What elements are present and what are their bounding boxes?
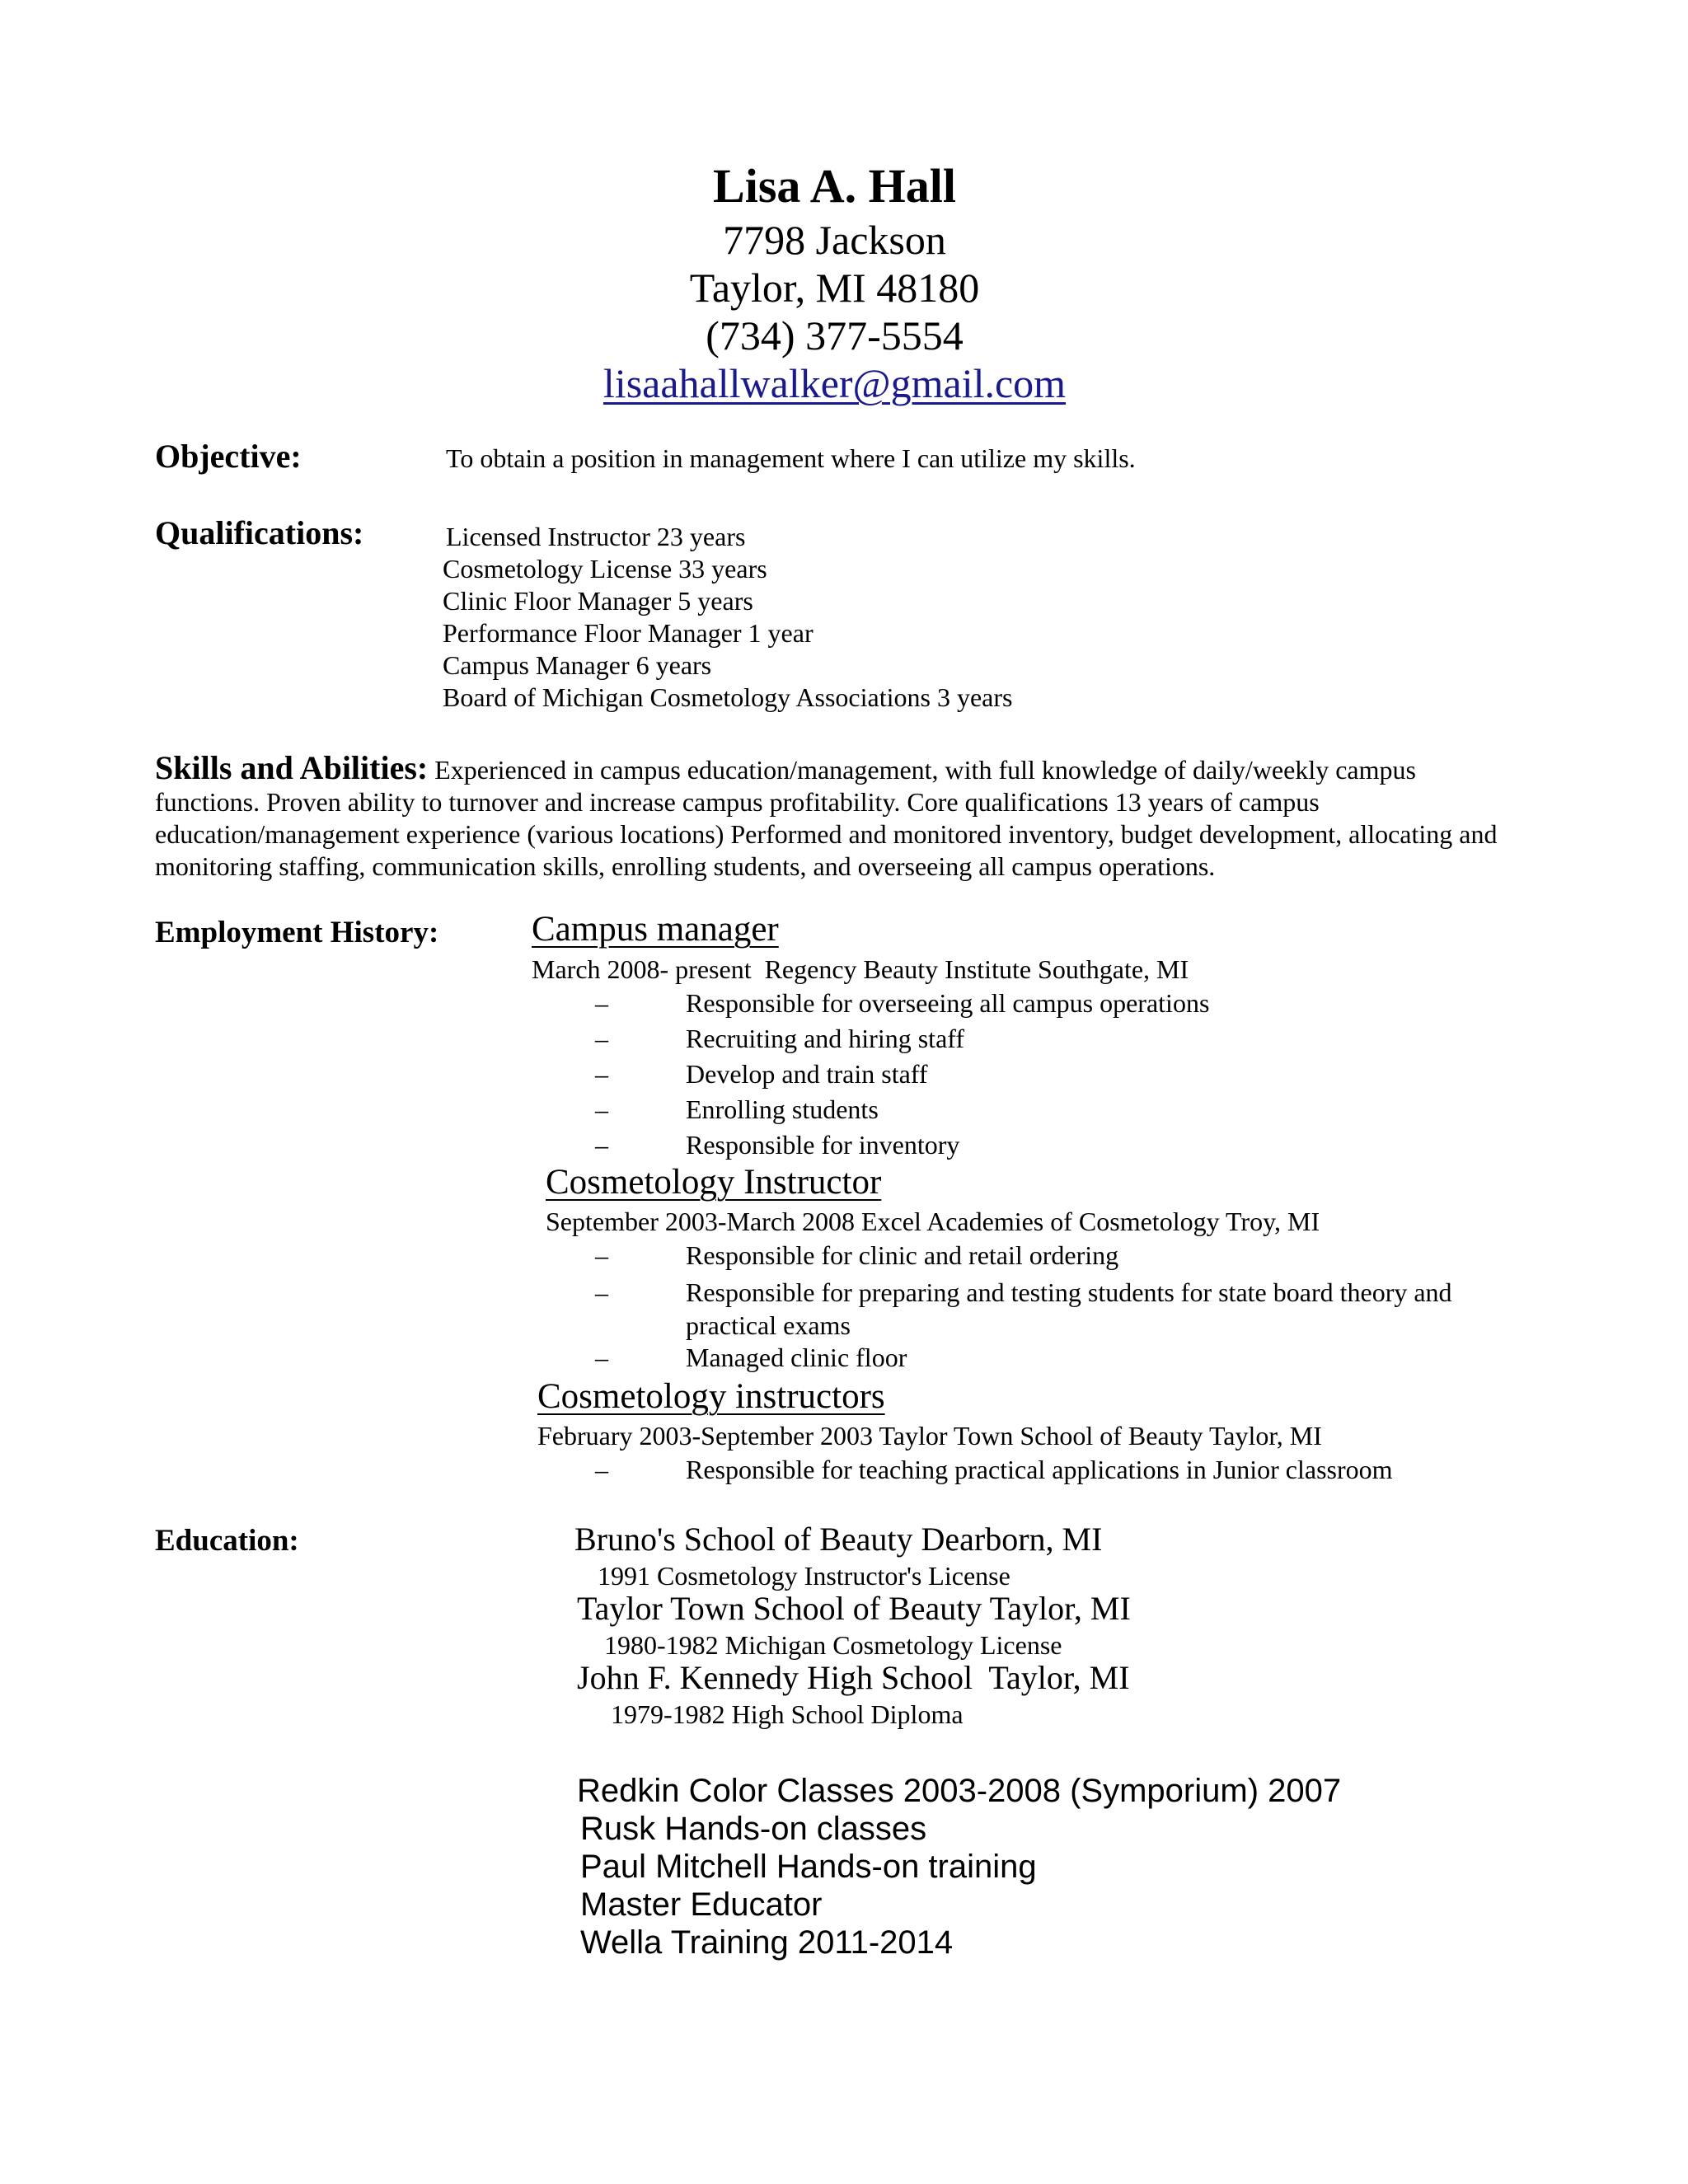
dash-bullet: –	[595, 1130, 608, 1160]
address-city: Taylor, MI 48180	[689, 265, 980, 311]
qualification-item: Licensed Instructor 23 years	[446, 522, 746, 551]
duty-text: Responsible for teaching practical applications in Junior classroom	[686, 1455, 1393, 1484]
duty-item	[595, 1021, 1209, 1057]
qualifications-label: Qualifications:	[155, 514, 364, 551]
job-duties	[595, 1452, 1393, 1488]
duty-item	[595, 1238, 1510, 1273]
education-label: Education:	[155, 1524, 299, 1558]
job-dates-place: March 2008- present Regency Beauty Institute Southgate, MI	[532, 954, 1189, 984]
qualification-item: Campus Manager 6 years	[443, 650, 712, 680]
dash-bullet: –	[595, 1059, 608, 1089]
school-name: Taylor Town School of Beauty Taylor, MI	[577, 1590, 1131, 1627]
qualification-item: Performance Floor Manager 1 year	[443, 618, 814, 648]
dash-bullet: –	[595, 1024, 608, 1053]
objective-text: To obtain a position in management where I can utilize my skills.	[446, 443, 1136, 473]
duty-text: Responsible for preparing and testing students for state board theory and practical exams	[686, 1277, 1452, 1340]
duty-item	[595, 1452, 1393, 1488]
qualification-item: Cosmetology License 33 years	[443, 554, 767, 583]
training-item: Master Educator	[580, 1886, 823, 1923]
duty-item	[595, 1276, 1510, 1342]
duty-item	[595, 1340, 1510, 1376]
school-name: John F. Kennedy High School Taylor, MI	[577, 1659, 1130, 1696]
duty-text: Recruiting and hiring staff	[686, 1024, 964, 1053]
skills-label: Skills and Abilities:	[155, 749, 429, 786]
job-duties	[595, 986, 1209, 1163]
duty-item	[595, 1057, 1209, 1092]
phone-number: (734) 377-5554	[706, 312, 964, 359]
job-dates-place: February 2003-September 2003 Taylor Town School of Beauty Taylor, MI	[537, 1421, 1322, 1451]
duty-text: Responsible for clinic and retail ordering	[686, 1240, 1119, 1270]
dash-bullet: –	[595, 1240, 608, 1270]
training-item: Paul Mitchell Hands-on training	[580, 1849, 1037, 1885]
dash-bullet: –	[595, 1455, 608, 1484]
qualification-item: Board of Michigan Cosmetology Associations 3 years	[443, 682, 1013, 712]
duty-text: Managed clinic floor	[686, 1343, 907, 1372]
dash-bullet: –	[595, 988, 608, 1018]
dash-bullet: –	[595, 1277, 608, 1307]
job-title: Campus manager	[532, 910, 779, 949]
duty-text: Enrolling students	[686, 1094, 879, 1124]
additional-training	[577, 1772, 1341, 1961]
resume-header	[0, 157, 1669, 407]
job-dates-place: September 2003-March 2008 Excel Academies of Cosmetology Troy, MI	[546, 1207, 1320, 1236]
duty-text: Responsible for overseeing all campus operations	[686, 988, 1210, 1018]
skills-section	[155, 749, 1523, 883]
school-detail: 1979-1982 High School Diploma	[611, 1699, 964, 1729]
duty-item	[595, 1127, 1209, 1163]
dash-bullet: –	[595, 1343, 608, 1372]
duty-text: Responsible for inventory	[686, 1130, 960, 1160]
employment-label: Employment History:	[155, 916, 439, 949]
address-street: 7798 Jackson	[723, 217, 946, 263]
applicant-name: Lisa A. Hall	[713, 159, 956, 213]
school-name: Bruno's School of Beauty Dearborn, MI	[574, 1521, 1103, 1558]
duty-item	[595, 986, 1209, 1021]
qualification-item: Clinic Floor Manager 5 years	[443, 586, 753, 616]
school-detail: 1991 Cosmetology Instructor's License	[598, 1561, 1010, 1591]
email-link[interactable]: lisaahallwalker@gmail.com	[603, 360, 1067, 406]
training-item: Wella Training 2011-2014	[580, 1924, 954, 1961]
objective-label: Objective:	[155, 438, 302, 475]
duty-text: Develop and train staff	[686, 1059, 928, 1089]
skills-text: Experienced in campus education/management, with full knowledge of daily/weekly campus functions. Proven ability to turnover and increase campus profitability. Core qualifications 13 years of campus education/management experience (various locations) Performed and monitored inventory, budget development, allocating and monitoring staffing, communication skills, enrolling students, and overseeing all campus operations.	[155, 755, 1498, 881]
dash-bullet: –	[595, 1094, 608, 1124]
job-duties	[595, 1238, 1510, 1376]
training-item: Redkin Color Classes 2003-2008 (Symporium) 2007	[577, 1773, 1342, 1809]
qualifications-list	[443, 521, 1012, 714]
job-title: Cosmetology Instructor	[546, 1163, 882, 1202]
school-detail: 1980-1982 Michigan Cosmetology License	[604, 1630, 1062, 1660]
training-item: Rusk Hands-on classes	[580, 1811, 927, 1847]
job-title: Cosmetology instructors	[537, 1377, 885, 1416]
duty-item	[595, 1092, 1209, 1127]
